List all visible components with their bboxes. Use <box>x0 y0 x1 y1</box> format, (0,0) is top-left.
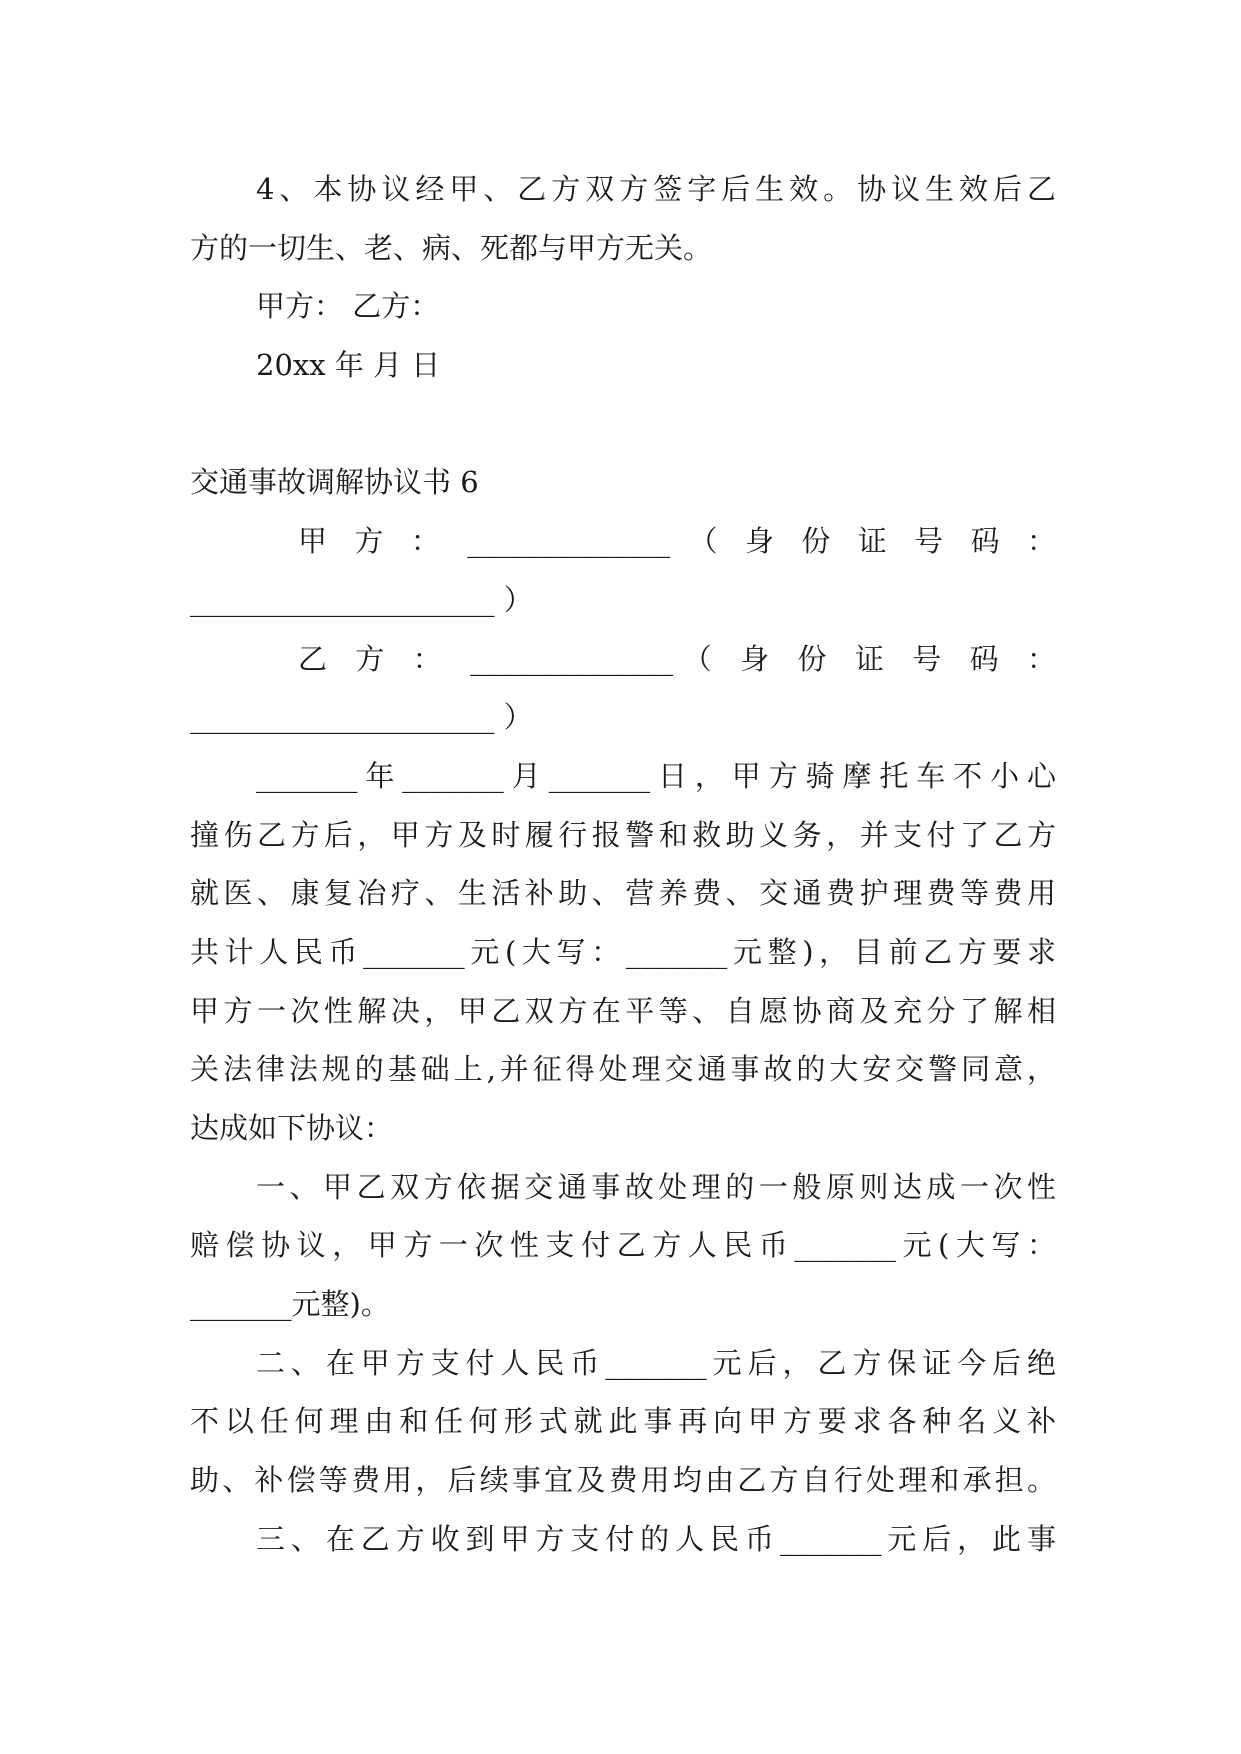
text-line: _____________________ ） <box>190 700 533 735</box>
text-line: 4、本协议经甲、乙方双方签字后生效。协议生效后乙 <box>256 172 1056 206</box>
text-line: 就医、康复冶疗、生活补助、营养费、交通费护理费等费用 <box>190 876 1056 911</box>
text-line: 二、在甲方支付人民币_______元后，乙方保证今后绝 <box>256 1345 1056 1380</box>
text-line: 甲方： 乙方： <box>256 289 440 324</box>
text-line: 乙 方 ： ______________（ 身 份 证 号 码 ： <box>298 641 1056 676</box>
text-line: 方的一切生、老、病、死都与甲方无关。 <box>190 230 713 265</box>
text-line: 撞伤乙方后，甲方及时履行报警和救助义务，并支付了乙方 <box>190 817 1056 852</box>
text-line: 甲 方 ： ______________ （ 身 份 证 号 码 ： <box>298 524 1056 559</box>
text-line: 助、补偿等费用，后续事宜及费用均由乙方自行处理和承担。 <box>190 1463 1056 1498</box>
text-line: 共计人民币_______元(大写：_______元整)，目前乙方要求 <box>190 934 1056 969</box>
text-line: _______年_______月_______日，甲方骑摩托车不小心 <box>256 758 1056 793</box>
text-line: _______元整)。 <box>190 1287 390 1322</box>
text-line: 甲方一次性解决，甲乙双方在平等、自愿协商及充分了解相 <box>190 993 1056 1028</box>
document-page <box>190 160 1056 1569</box>
text-line: 达成如下协议： <box>190 1111 394 1145</box>
text-line: 关法律法规的基础上,并征得处理交通事故的大安交警同意， <box>190 1052 1056 1087</box>
blank-line <box>190 395 1056 454</box>
text-line: 赔偿协议，甲方一次性支付乙方人民币_______元(大写： <box>190 1228 1056 1263</box>
text-line: _____________________ ） <box>190 582 533 617</box>
text-line: 20xx 年 月 日 <box>256 348 441 383</box>
text-line: 三、在乙方收到甲方支付的人民币_______元后，此事 <box>256 1521 1056 1556</box>
text-line: 不以任何理由和任何形式就此事再向甲方要求各种名义补 <box>190 1404 1056 1439</box>
document-title: 交通事故调解协议书 6 <box>190 465 479 500</box>
text-line: 一、甲乙双方依据交通事故处理的一般原则达成一次性 <box>256 1169 1056 1204</box>
